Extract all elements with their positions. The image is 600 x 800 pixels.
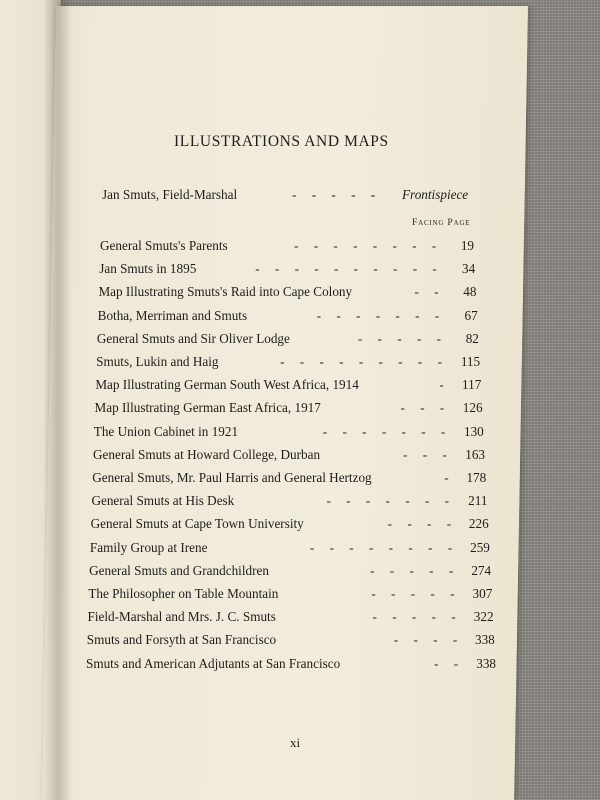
- entry-label: The Union Cabinet in 1921: [93, 423, 239, 439]
- entry-label: Map Illustrating German East Africa, 1917: [94, 400, 321, 416]
- leader-dots: - - - - - - -: [326, 493, 455, 509]
- entry-label: Field-Marshal and Mrs. J. C. Smuts: [87, 609, 276, 625]
- leader-dots: - - - - - - - - - -: [255, 261, 443, 277]
- entry-page-number: 19: [460, 238, 474, 253]
- leader-dots: - - -: [400, 400, 451, 416]
- entry-label: General Smuts's Parents: [100, 238, 228, 253]
- column-header: Facing Page: [412, 218, 471, 228]
- entry-label: Botha, Merriman and Smuts: [97, 307, 248, 323]
- entry-label: Family Group at Irene: [89, 539, 208, 555]
- entry-page-number: 115: [460, 354, 481, 369]
- entry-page-number: 322: [473, 609, 494, 625]
- entry-page-number: 307: [472, 586, 493, 601]
- entry-label: Map Illustrating German South West Africa, 1914: [95, 377, 359, 393]
- leader-dots: - - -: [403, 446, 453, 462]
- entry-label: The Philosopher on Table Mountain: [88, 586, 279, 601]
- entry-page-number: 34: [462, 261, 476, 277]
- leader-dots: - - - - -: [370, 562, 460, 578]
- page-number: xi: [290, 735, 301, 750]
- entry-page-number: 48: [463, 284, 477, 300]
- entry-label: General Smuts at His Desk: [91, 493, 235, 509]
- entry-page-number: 67: [464, 307, 478, 323]
- entry-page-number: 338: [474, 632, 495, 648]
- entry-page-number: 338: [476, 655, 496, 671]
- entry-label: General Smuts, Mr. Paul Harris and General Hertzog: [92, 470, 372, 485]
- entry-label: General Smuts at Cape Town University: [90, 516, 304, 532]
- entry-label: General Smuts and Sir Oliver Lodge: [96, 330, 290, 346]
- leader-dots: - - - - - - - -: [309, 539, 459, 555]
- leader-dots: - - - - -: [357, 330, 448, 346]
- entry-page-number: 226: [468, 516, 489, 532]
- frontispiece-label: Jan Smuts, Field-Marshal: [102, 187, 238, 202]
- frontispiece-page: Frontispiece: [402, 187, 469, 202]
- entry-label: General Smuts and Grandchildren: [89, 562, 269, 578]
- leader-dots: - -: [414, 284, 445, 300]
- entry-label: Smuts and American Adjutants at San Francisco: [86, 655, 341, 671]
- page-title: ILLUSTRATIONS AND MAPS: [174, 133, 389, 150]
- entry-page-number: 82: [465, 330, 479, 346]
- entry-label: General Smuts at Howard College, Durban: [93, 446, 321, 462]
- spine-shadow: [44, 0, 72, 800]
- entry-page-number: 274: [471, 562, 492, 578]
- leader-dots: -: [439, 377, 450, 393]
- entry-label: Smuts and Forsyth at San Francisco: [86, 632, 277, 648]
- leader-dots: - - - - -: [292, 187, 382, 202]
- entry-label: Jan Smuts in 1895: [99, 261, 197, 277]
- leader-dots: - - - - -: [372, 609, 462, 625]
- entry-label: Map Illustrating Smuts's Raid into Cape Colony: [98, 284, 353, 300]
- entry-page-number: 259: [470, 539, 490, 555]
- leader-dots: - - - - - - - -: [294, 238, 443, 253]
- leader-dots: - -: [434, 655, 465, 671]
- entry-page-number: 178: [466, 470, 487, 485]
- leader-dots: - - - -: [393, 632, 464, 648]
- entry-page-number: 163: [465, 446, 485, 462]
- entry-page-number: 117: [462, 377, 482, 393]
- leader-dots: - - - - - - -: [322, 423, 452, 439]
- leader-dots: -: [444, 470, 455, 485]
- entry-page-number: 126: [462, 400, 483, 416]
- leader-dots: - - - -: [387, 516, 458, 532]
- entry-label: Smuts, Lukin and Haig: [96, 354, 219, 369]
- leader-dots: - - - - - - -: [316, 307, 446, 323]
- leader-dots: - - - - - - - - -: [280, 354, 449, 369]
- leader-dots: - - - - -: [371, 586, 461, 601]
- entry-page-number: 211: [468, 493, 488, 509]
- entry-page-number: 130: [463, 423, 484, 439]
